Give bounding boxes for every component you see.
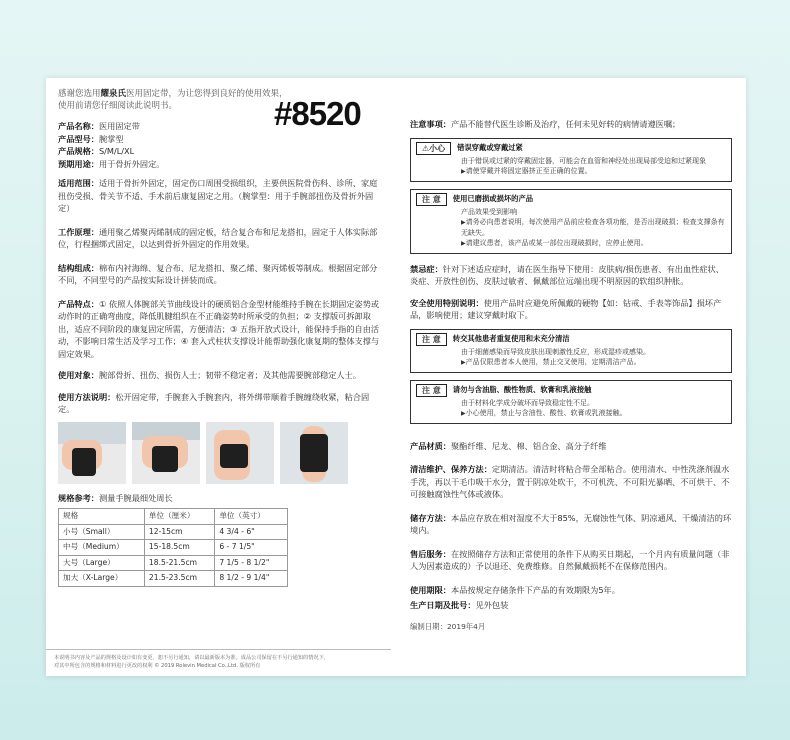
- brand-name: 耀泉氏: [100, 89, 127, 99]
- features-section: 产品特点：① 依照人体腕部关节曲线设计的硬质铝合金型材能维持手腕在长期固定姿势或动作时的正确弯曲度，降低肌腱组织在不正确姿势时所承受的负担；② 支撑版可拆卸取出，适应不同阶段的康复固定所需，方便清洁；③ 五指开放式设计，能保持手指的自由活动，不影响日常生活及学习工作；④ 套入式柱状支撑设计能帮助强化康复期的整体支撑与固定效果。: [58, 298, 380, 359]
- table-row: 小号（Small） 12-15cm 4 3/4 - 6": [59, 524, 288, 540]
- right-column: [406, 78, 738, 676]
- batch-section: 生产日期及批号：见外包装: [410, 600, 509, 610]
- size-table: [58, 508, 288, 587]
- footnote: 本说明书内容及产品的规格及设计如有变更，恕不另行通知，请以最新版本为准。成品公司保留在不另行通知的情况下， 对其中所包含的规格和材料进行更改的权利 © 2019 Rolevin Medical Co.,Ltd. 版权所有: [46, 649, 391, 676]
- usage-photo-2: [132, 422, 200, 484]
- method-section: 使用方法说明：松开固定带，手腕套入手腕套内，将外绑带顺着手腕缠绕收紧，粘合固定。: [58, 391, 370, 414]
- size-reference: 规格参考：测量手腕最细处周长: [58, 492, 173, 503]
- product-spec-row: 产品规格：S/M/L/XL: [58, 146, 135, 156]
- attention-section: 注意事项：产品不能替代医生诊断及治疗，任何未见好转的病情请遵医嘱；: [410, 119, 681, 129]
- notice-box-oil: 注 意 请勿与含油脂、酸性物质、软膏和乳液接触 由于材料化学成分破坏而导致稳定性不足。 ▶ 小心使用，禁止与含油性、酸性、软膏或乳液接触。: [410, 380, 732, 424]
- instruction-sheet: [46, 78, 746, 676]
- attention-tag: 注 意: [416, 333, 447, 346]
- size-table-header: 规格 单位（厘米） 单位（英寸）: [59, 509, 288, 525]
- structure-section: 结构组成：棉布内衬海绵、复合布、尼龙搭扣、聚乙烯、聚丙烯板等制成。根据固定部分不同，不同型号的产品按实际设计拼装而成。: [58, 262, 378, 285]
- period-section: 使用期限：本品按规定存储条件下产品的有效期限为5年。: [410, 584, 620, 595]
- notice-box-reuse: 注 意 转交其他患者重复使用和未充分清洁 由于细菌感染而导致皮肤出现刺激性反应，形成湿疹或感染。 ▶ 产品仅限患者本人使用，禁止交叉使用，定期清洁产品。: [410, 329, 732, 373]
- compiled-date: 编制日期：2019年4月: [410, 621, 486, 631]
- notice-box-caution: ⚠小心 错误穿戴或穿戴过紧 由于错误或过紧的穿戴固定器，可能会在血管和神经处出现局部受迫和过紧现象 ▶ 请使穿戴并将固定器挤正至正确的位置。: [410, 138, 732, 182]
- usage-photo-1: [58, 422, 126, 484]
- principle-section: 工作原理：通用聚乙烯聚丙烯制成的固定板，结合复合布和尼龙搭扣，固定于人体实际部位，行程捆绑式固定，以达到骨折外固定的作用效果。: [58, 226, 378, 249]
- contraindication-section: 禁忌症：针对下述适应症时，请在医生指导下使用：皮肤病/损伤患者、有出血性症状、炎症、开放性创伤、皮肤过敏者、佩戴部位远端出现不明原因的软组织肿胀。: [410, 263, 724, 286]
- table-row: 中号（Medium） 15-18.5cm 6 - 7 1/5": [59, 540, 288, 556]
- product-name-row: 产品名称：医用固定带: [58, 121, 140, 131]
- attention-tag: 注 意: [416, 193, 447, 206]
- table-row: 加大（X-Large） 21.5-23.5cm 8 1/2 - 9 1/4": [59, 571, 288, 587]
- caution-tag: ⚠小心: [416, 142, 451, 155]
- table-row: 大号（Large） 18.5-21.5cm 7 1/5 - 8 1/2": [59, 555, 288, 571]
- left-column: [46, 78, 391, 676]
- material-section: 产品材质：聚酯纤维、尼龙、棉、铝合金、高分子纤维: [410, 440, 607, 451]
- care-section: 清洁维护、保养方法：定期清洁。清洁时将粘合带全部粘合。使用清水、中性洗涤剂温水手洗，再以干毛巾吸干水分，置于阴凉处吹干，不可机洗、不可阳光暴晒、不可烘干、不可接触腐蚀性气体或液体。: [410, 464, 730, 499]
- intro-post: 医用固定带，为让您得到良好的使用效果，: [126, 89, 288, 99]
- intro-line2: 使用前请您仔细阅读此说明书。: [58, 101, 178, 111]
- product-model-row: 产品型号：腕掌型: [58, 133, 124, 144]
- scope-section: 适用范围：适用于骨折外固定，固定伤口周围受损组织，主要供医院骨伤科、诊所、家庭扭伤受损、骨关节不适、手术前后康复固定之用。（腕掌型：用于手腕部扭伤及骨折外固定）: [58, 178, 378, 213]
- usage-photo-4: [280, 422, 348, 484]
- intro-pre: 感谢您选用: [58, 89, 101, 99]
- storage-section: 储存方法：本品应存放在相对湿度不大于85%，无腐蚀性气体、阴凉通风、干燥清洁的环境内。: [410, 512, 732, 535]
- usage-photos: [58, 422, 381, 484]
- safety-section: 安全使用特别说明：使用产品时应避免所佩戴的硬物【如：钻戒、手表等饰品】损坏产品，影响使用；建议穿戴时取下。: [410, 297, 722, 320]
- model-number: #8520: [274, 95, 361, 132]
- notice-box-worn: 注 意 使用已磨损或损坏的产品 产品效果受到影响 ▶ 请务必向患者说明，每次使用产品前应检查各项功能，是否出现破损；检查支撑条有无缺失。 ▶ 请建议患者，该产品或某一部位出现破损时，应停止使用。: [410, 189, 732, 254]
- product-use-row: 预期用途：用于骨折外固定。: [58, 158, 165, 169]
- attention-tag: 注 意: [416, 384, 447, 397]
- service-section: 售后服务：在按照储存方法和正常使用的条件下从购买日期起，一个月内有质量问题（非人为因素造成的）予以退还、免费维修。自然佩戴损耗不在保修范围内。: [410, 548, 730, 571]
- target-section: 使用对象：腕部骨折、扭伤、损伤人士；韧带不稳定者；及其他需要腕部稳定人士。: [58, 370, 361, 380]
- usage-photo-3: [206, 422, 274, 484]
